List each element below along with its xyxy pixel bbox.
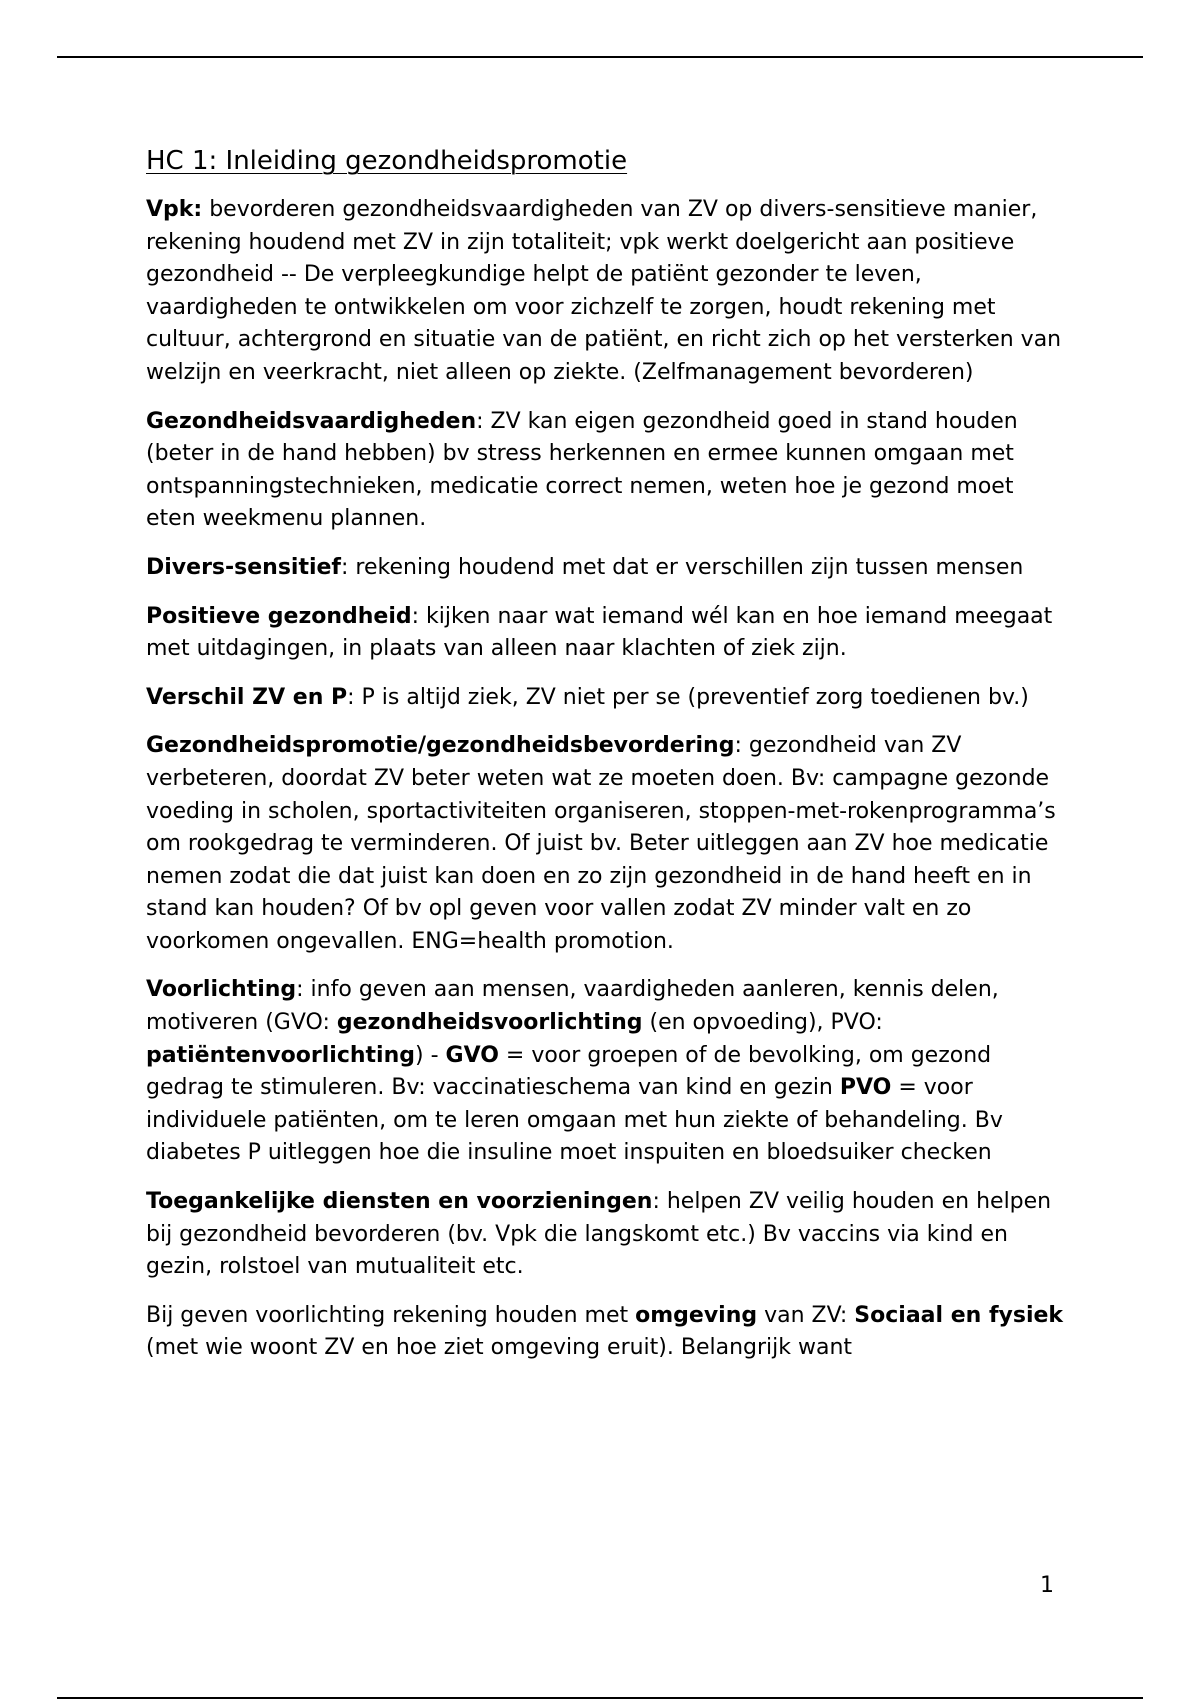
- omgeving-text-1: Bij geven voorlichting rekening houden met: [146, 1302, 636, 1328]
- paragraph-positieve-gezondheid: [146, 601, 1066, 666]
- term-pvo: PVO: [839, 1075, 892, 1101]
- paragraph-divers-sensitief: [146, 552, 1066, 585]
- term-voorlichting: Voorlichting: [146, 977, 297, 1003]
- voorlichting-text-4: = voor groepen of de bevolking, om gezond gedrag te stimuleren. Bv: vaccinatieschema van kind en gezin: [146, 1042, 992, 1101]
- paragraph-gezondheidspromotie: [146, 730, 1066, 958]
- definition-verschil-zv-p: : P is altijd ziek, ZV niet per se (preventief zorg toedienen bv.): [347, 684, 1029, 710]
- term-toegankelijke-diensten: Toegankelijke diensten en voorzieningen: [146, 1189, 653, 1215]
- paragraph-gezondheidsvaardigheden: [146, 406, 1066, 536]
- definition-gezondheidspromotie: : gezondheid van ZV verbeteren, doordat ZV beter weten wat ze moeten doen. Bv: campagne gezonde voeding in scholen, sportactiviteiten organiseren, stoppen-met-rokenprogramma’s om rookgedrag te verminderen. Of juist bv. Beter uitleggen aan ZV hoe medicatie nemen zodat die dat juist kan doen en zo zijn gezondheid in de hand heeft en in stand kan houden? Of bv opl geven voor vallen zodat ZV minder valt en zo voorkomen ongevallen. ENG=health promotion.: [146, 733, 1056, 954]
- omgeving-text-3: (met wie woont ZV en hoe ziet omgeving eruit). Belangrijk want: [146, 1335, 853, 1361]
- definition-gezondheidsvaardigheden: : ZV kan eigen gezondheid goed in stand houden (beter in de hand hebben) bv stress herkennen en ermee kunnen omgaan met ontspanningstechnieken, medicatie correct nemen, weten hoe je gezond moet eten weekmenu plannen.: [146, 408, 1018, 532]
- term-patientenvoorlichting: patiëntenvoorlichting: [146, 1042, 416, 1068]
- definition-divers-sensitief: : rekening houdend met dat er verschillen zijn tussen mensen: [341, 554, 1024, 580]
- document-body: [146, 144, 1066, 1381]
- term-omgeving: omgeving: [635, 1302, 758, 1328]
- paragraph-vpk: [146, 194, 1066, 390]
- voorlichting-text-5: = voor individuele patiënten, om te leren omgaan met hun ziekte of behandeling. Bv diabetes P uitleggen hoe die insuline moet inspuiten en bloedsuiker checken: [146, 1075, 1003, 1166]
- paragraph-omgeving: [146, 1300, 1066, 1365]
- term-gezondheidspromotie: Gezondheidspromotie/gezondheidsbevordering: [146, 733, 735, 759]
- voorlichting-text-2: (en opvoeding), PVO:: [642, 1010, 883, 1036]
- paragraph-voorlichting: [146, 974, 1066, 1170]
- paragraph-toegankelijke-diensten: [146, 1186, 1066, 1284]
- definition-vpk: bevorderen gezondheidsvaardigheden van ZV op divers-sensitieve manier, rekening houdend met ZV in zijn totaliteit; vpk werkt doelgericht aan positieve gezondheid -- De verpleegkundige helpt de patiënt gezonder te leven, vaardigheden te ontwikkelen om voor zichzelf te zorgen, houdt rekening met cultuur, achtergrond en situatie van de patiënt, en richt zich op het versterken van welzijn en veerkracht, niet alleen op ziekte. (Zelfmanagement bevorderen): [146, 197, 1062, 385]
- term-verschil-zv-p: Verschil ZV en P: [146, 684, 348, 710]
- voorlichting-text-1: : info geven aan mensen, vaardigheden aanleren, kennis delen, motiveren (GVO:: [146, 977, 999, 1036]
- page-number: 1: [1040, 1573, 1054, 1598]
- definition-positieve-gezondheid: : kijken naar wat iemand wél kan en hoe iemand meegaat met uitdagingen, in plaats van alleen naar klachten of ziek zijn.: [146, 603, 1053, 662]
- term-divers-sensitief: Divers-sensitief: [146, 554, 342, 580]
- paragraph-verschil-zv-p: [146, 682, 1066, 715]
- term-gezondheidsvaardigheden: Gezondheidsvaardigheden: [146, 408, 477, 434]
- term-positieve-gezondheid: Positieve gezondheid: [146, 603, 412, 629]
- term-sociaal-en-fysiek: Sociaal en fysiek: [854, 1302, 1064, 1328]
- document-title: HC 1: Inleiding gezondheidspromotie: [146, 146, 628, 176]
- footer-rule: [57, 1697, 1143, 1699]
- definition-toegankelijke-diensten: : helpen ZV veilig houden en helpen bij gezondheid bevorderen (bv. Vpk die langskomt etc.) Bv vaccins via kind en gezin, rolstoel van mutualiteit etc.: [146, 1189, 1052, 1280]
- voorlichting-text-3: ) -: [415, 1042, 446, 1068]
- omgeving-text-2: van ZV:: [757, 1302, 855, 1328]
- header-rule: [57, 56, 1143, 58]
- term-vpk: Vpk:: [146, 197, 203, 222]
- term-gezondheidsvoorlichting: gezondheidsvoorlichting: [336, 1010, 643, 1036]
- term-gvo: GVO: [445, 1042, 499, 1068]
